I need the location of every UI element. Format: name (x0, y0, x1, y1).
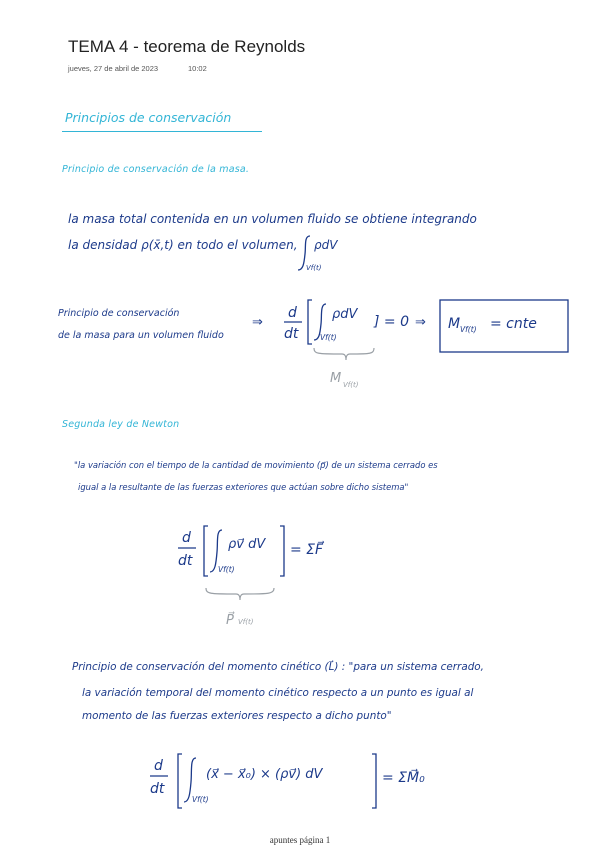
eq3-rhs: = ΣM⃗₀ (382, 770, 425, 786)
eq2-body: ρv⃗ dV (228, 537, 266, 552)
mass-line-2: la densidad ρ(x̄,t) en todo el volumen, (68, 238, 298, 252)
eq2-rhs: = ΣF⃗ (290, 542, 324, 558)
eq3-sub: Vf(t) (192, 795, 209, 804)
eq2-left-bracket (204, 526, 208, 576)
eq2-dt: dt (178, 553, 193, 569)
newton-line-2: igual a la resultante de las fuerzas exteriores que actúan sobre dicho sistema" (78, 482, 409, 492)
mass-principle-line-1: Principio de conservación (58, 308, 180, 319)
eq2-d: d (182, 530, 191, 546)
page-date: jueves, 27 de abril de 2023 (68, 64, 159, 73)
eq1-boxed-rhs: = cnte (490, 316, 537, 332)
angular-line-1: Principio de conservación del momento cinético (L⃗) : "para un sistema cerrado, (72, 661, 484, 673)
mass-integral-body: ρdV (314, 238, 338, 252)
eq1-d: d (288, 305, 297, 321)
mass-principle-line-2: de la masa para un volumen fluido (58, 330, 224, 341)
eq3-right-bracket (372, 754, 376, 808)
eq1-dt: dt (284, 326, 299, 342)
eq2-sub: Vf(t) (218, 565, 235, 574)
eq1-body: ρdV (332, 307, 358, 322)
eq2-newton (170, 520, 370, 630)
eq3-body: (x⃗ − x⃗₀) × (ρv⃗) dV (206, 767, 323, 782)
eq1-rhs: ] = 0 (374, 314, 409, 330)
main-heading: Principios de conservación (65, 110, 232, 125)
eq3-d: d (154, 758, 163, 774)
eq2-brace-sub: Vf(t) (238, 618, 254, 626)
eq1-underbrace (314, 348, 374, 360)
page-footer: apuntes página 1 (269, 835, 331, 845)
eq1-arrow-2: ⇒ (415, 315, 426, 330)
eq1-boxed-sub: Vf(t) (460, 325, 477, 334)
eq1-left-bracket (308, 300, 312, 344)
mass-heading: Principio de conservación de la masa. (62, 164, 250, 175)
mass-line-1: la masa total contenida en un volumen fluido se obtiene integrando (68, 212, 477, 226)
eq3-left-bracket (178, 754, 182, 808)
page-title: TEMA 4 - teorema de Reynolds (68, 37, 306, 56)
eq2-underbrace (206, 588, 274, 600)
mass-integral-sub: Vf(t) (306, 264, 322, 272)
eq1-mass-conservation (250, 292, 580, 402)
newton-heading: Segunda ley de Newton (62, 419, 180, 430)
eq2-brace-label: P⃗ (226, 613, 234, 628)
eq1-boxed: M (448, 316, 461, 332)
eq1-brace-sub: Vf(t) (343, 381, 359, 389)
eq1-arrow-1: ⇒ (252, 315, 263, 330)
main-heading-underline (62, 131, 262, 132)
eq3-angular-momentum (140, 748, 460, 818)
angular-line-3: momento de las fuerzas exteriores respecto a dicho punto" (82, 710, 392, 722)
eq2-right-bracket (280, 526, 284, 576)
mass-integral (296, 232, 366, 274)
newton-line-1: "la variación con el tiempo de la cantidad de movimiento (p⃗) de un sistema cerrado es (74, 460, 438, 470)
eq1-brace-label: M (330, 371, 342, 386)
eq1-sub: Vf(t) (320, 333, 337, 342)
eq3-dt: dt (150, 781, 165, 797)
angular-line-2: la variación temporal del momento cinético respecto a un punto es igual al (82, 687, 474, 699)
page-time: 10:02 (188, 64, 207, 73)
